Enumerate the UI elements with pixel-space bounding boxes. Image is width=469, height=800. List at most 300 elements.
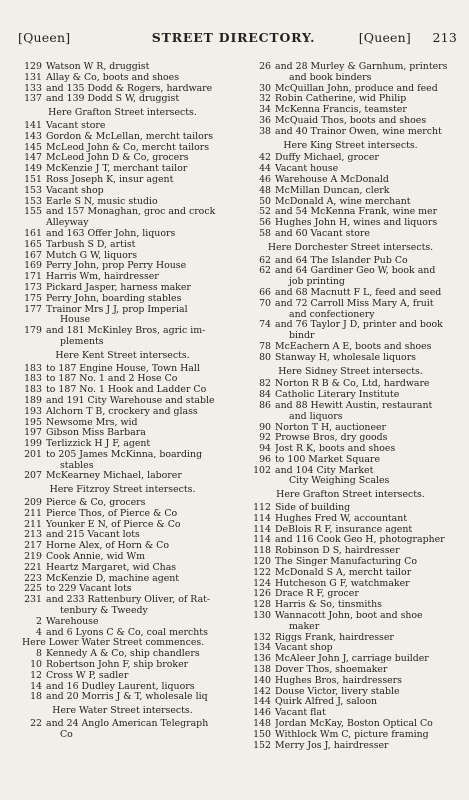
street-number: 207: [24, 470, 42, 482]
street-number: 183: [24, 373, 42, 385]
entry-text: and 116 Cook Geo H, photographer: [275, 535, 445, 546]
directory-entry: [241, 525, 460, 536]
street-number: 62: [259, 254, 271, 266]
street-number: 134: [253, 642, 271, 654]
entry-text: Withlock Wm C, picture framing: [275, 729, 429, 740]
directory-entry: [12, 418, 233, 429]
street-number: 94: [259, 443, 271, 455]
header-street-right: [Queen]: [358, 30, 411, 45]
street-number: 120: [253, 556, 271, 568]
entry-text: to 229 Vacant lots: [46, 584, 132, 595]
street-number: 211: [24, 507, 42, 519]
entry-continuation: and liquors: [289, 411, 343, 422]
directory-entry: [12, 439, 233, 450]
entry-text: McAleer John J, carriage builder: [275, 654, 429, 665]
entry-text: Hughes Fred W, accountant: [275, 513, 408, 524]
street-number: 114: [253, 534, 271, 546]
entry-text: Perry John, prop Perry House: [46, 261, 187, 272]
directory-entry: [12, 509, 233, 520]
entry-continuation: bindr: [289, 331, 315, 342]
entry-text: McDonald S A, mercht tailor: [275, 567, 412, 578]
entry-text: and 68 Macnutt F L, feed and seed: [275, 287, 442, 298]
directory-entry: [12, 364, 233, 375]
entry-text: and 72 Carroll Miss Mary A, fruit: [275, 298, 434, 309]
street-number: 183: [24, 362, 42, 374]
entry-text: and 6 Lyons C & Co, coal merchts: [46, 627, 208, 638]
directory-entry: [241, 433, 460, 444]
street-number: 143: [24, 130, 42, 142]
directory-entry: [12, 132, 233, 143]
street-note: Here Lower Water Street commences.: [22, 637, 205, 649]
directory-entry: [241, 153, 460, 164]
street-number: 189: [24, 394, 42, 406]
entry-text: to 187 No. 1 and 2 Hose Co: [46, 374, 178, 385]
directory-entry: [241, 687, 460, 698]
entry-text: Vacant house: [275, 164, 339, 175]
entry-text: Perry John, boarding stables: [46, 293, 182, 304]
entry-text: to 100 Market Square: [275, 454, 380, 465]
street-number: 128: [253, 599, 271, 611]
directory-entry: [241, 401, 460, 412]
entry-text: Duffy Michael, grocer: [275, 153, 379, 164]
street-number: 70: [259, 297, 271, 309]
directory-entry: [12, 175, 233, 186]
directory-entry: [12, 574, 233, 585]
street-number: 82: [259, 378, 271, 390]
directory-entry: [241, 719, 460, 730]
street-number: 169: [24, 260, 42, 272]
street-number: 151: [24, 173, 42, 185]
street-number: 165: [24, 238, 42, 250]
entry-text: Jordan McKay, Boston Optical Co: [275, 719, 433, 730]
street-number: 142: [253, 685, 271, 697]
entry-text: Terlizzick H J F, agent: [46, 439, 151, 450]
entry-text: Trainor Mrs J J, prop Imperial: [46, 304, 188, 315]
entry-continuation: Co: [60, 729, 73, 740]
street-number: 8: [36, 648, 42, 660]
entry-text: Vacant flat: [275, 708, 326, 719]
directory-entry: [12, 153, 233, 164]
street-number: 114: [253, 523, 271, 535]
street-number: 42: [259, 152, 271, 164]
directory-entry: [12, 272, 233, 283]
entry-text: McQuillan John, produce and feed: [275, 83, 438, 94]
entry-text: Harris Wm, hairdresser: [46, 272, 159, 283]
street-number: 52: [259, 206, 271, 218]
entry-text: and 60 Vacant store: [275, 228, 370, 239]
page-title: STREET DIRECTORY.: [151, 30, 316, 45]
directory-entry: [241, 741, 460, 752]
street-number: 58: [259, 227, 271, 239]
directory-entry: [12, 164, 233, 175]
entry-text: Allay & Co, boots and shoes: [46, 72, 180, 83]
street-number: 130: [253, 610, 271, 622]
street-number: 44: [259, 163, 271, 175]
directory-entry: [12, 520, 233, 531]
street-number: 92: [259, 432, 271, 444]
entry-text: The Singer Manufacturing Co: [275, 557, 417, 568]
street-number: 147: [24, 152, 42, 164]
directory-entry: [241, 557, 460, 568]
entry-text: and 104 City Market: [275, 465, 374, 476]
directory-entry: [241, 643, 460, 654]
directory-entry: [12, 261, 233, 272]
street-number: 133: [24, 82, 42, 94]
directory-entry: [12, 617, 233, 628]
directory-entry: [12, 143, 233, 154]
directory-entry: [241, 127, 460, 138]
directory-entry: [241, 708, 460, 719]
entry-text: Cross W P, sadler: [46, 670, 129, 681]
street-number: 118: [253, 545, 271, 557]
street-number: 199: [24, 438, 42, 450]
entry-text: Drace R F, grocer: [275, 589, 359, 600]
entry-text: Hughes Bros, hairdressers: [275, 675, 402, 686]
directory-entry: [12, 84, 233, 95]
street-number: 32: [259, 93, 271, 105]
street-number: 217: [24, 540, 42, 552]
street-number: 137: [24, 93, 42, 105]
directory-entry: [12, 682, 233, 693]
entry-text: Alleyway: [46, 218, 89, 229]
street-number: 146: [253, 707, 271, 719]
directory-entry: [241, 466, 460, 477]
entry-text: Jost R K, boots and shoes: [275, 444, 396, 455]
directory-entry: [241, 353, 460, 364]
directory-entry: [241, 600, 460, 611]
street-number: 86: [259, 399, 271, 411]
directory-entry: [12, 326, 233, 337]
street-number: 126: [253, 588, 271, 600]
entry-text: Kennedy A & Co, ship chandlers: [46, 649, 200, 660]
entry-text: and 76 Taylor J D, printer and book: [275, 320, 443, 331]
entry-continuation: City Weighing Scales: [289, 476, 390, 487]
directory-entry: [241, 164, 460, 175]
street-number: 36: [259, 114, 271, 126]
entry-text: and 24 Anglo American Telegraph: [46, 719, 209, 730]
street-number: 50: [259, 195, 271, 207]
entry-text: Heartz Margaret, wid Chas: [46, 562, 177, 573]
entry-text: Ross Joseph K, insur agent: [46, 174, 174, 185]
directory-entry: [12, 62, 233, 73]
page-header: [10, 30, 457, 48]
entry-text: and 20 Morris J & T, wholesale liq: [46, 692, 208, 703]
entry-continuation: maker: [289, 621, 320, 632]
directory-entry: [12, 396, 233, 407]
entry-text: Norton T H, auctioneer: [275, 422, 387, 433]
street-number: 46: [259, 173, 271, 185]
entry-continuation: job printing: [289, 277, 345, 288]
directory-entry: [12, 218, 233, 229]
entry-text: McKenzie D, machine agent: [46, 573, 180, 584]
directory-entry: [241, 379, 460, 390]
directory-entry: [241, 256, 460, 267]
directory-entry: [241, 229, 460, 240]
entry-text: Younker E N, of Pierce & Co: [46, 519, 181, 530]
entry-continuation: stables: [60, 460, 94, 471]
directory-entry: [241, 589, 460, 600]
header-street-left: [Queen]: [18, 30, 71, 45]
entry-text: and 215 Vacant lots: [46, 530, 140, 541]
directory-entry: [12, 294, 233, 305]
intersection-heading: Here Grafton Street intersects.: [276, 489, 425, 501]
page-number: 213: [432, 30, 457, 45]
street-number: 112: [253, 502, 271, 514]
directory-entry: [241, 546, 460, 557]
directory-entry: [241, 579, 460, 590]
entry-text: Warehouse A McDonald: [275, 174, 389, 185]
street-number: 153: [24, 184, 42, 196]
street-number: 131: [24, 71, 42, 83]
directory-entry: [12, 305, 233, 316]
entry-text: McDonald A, wine merchant: [275, 196, 411, 207]
entry-text: to 187 Engine House, Town Hall: [46, 363, 200, 374]
street-number: 141: [24, 119, 42, 131]
entry-continuation: House: [60, 315, 91, 326]
street-number: 201: [24, 448, 42, 460]
street-number: 4: [36, 626, 42, 638]
entry-text: Vacant shop: [275, 643, 333, 654]
entry-text: and 181 McKinley Bros, agric im-: [46, 326, 206, 337]
directory-entry: [12, 719, 233, 730]
entry-text: and 28 Murley & Garnhum, printers: [275, 62, 448, 72]
street-number: 183: [24, 384, 42, 396]
entry-text: Robertson John F, ship broker: [46, 660, 189, 671]
street-number: 102: [253, 464, 271, 476]
street-number: 145: [24, 141, 42, 153]
intersection-heading: Here Sidney Street intersects.: [278, 365, 423, 377]
entry-continuation: plements: [60, 336, 104, 347]
entry-text: Douse Victor, livery stable: [275, 686, 400, 697]
directory-entry: [12, 541, 233, 552]
street-number: 90: [259, 421, 271, 433]
street-number: 114: [253, 512, 271, 524]
street-number: 140: [253, 674, 271, 686]
entry-text: DeBlois R F, insurance agent: [275, 524, 413, 535]
directory-entry: [241, 84, 460, 95]
intersection-heading: Here Dorchester Street intersects.: [267, 241, 434, 253]
entry-text: McKearney Michael, laborer: [46, 471, 182, 482]
intersection-heading: Here Kent Street intersects.: [55, 349, 190, 361]
entry-text: and 88 Hewitt Austin, restaurant: [275, 400, 433, 411]
street-number: 80: [259, 351, 271, 363]
entry-text: Watson W R, druggist: [46, 62, 150, 72]
entry-text: and 139 Dodd S W, druggist: [46, 94, 180, 105]
street-number: 84: [259, 389, 271, 401]
entry-text: McKenzie J T, merchant tailor: [46, 164, 188, 175]
street-number: 152: [253, 739, 271, 751]
directory-entry: [12, 450, 233, 461]
entry-text: and 191 City Warehouse and stable: [46, 395, 215, 406]
intersection-heading: Here Water Street intersects.: [52, 705, 193, 717]
street-number: 177: [24, 303, 42, 315]
street-number: 136: [253, 653, 271, 665]
street-number: 138: [253, 664, 271, 676]
street-number: 211: [24, 518, 42, 530]
directory-entry: [12, 121, 233, 132]
directory-entry: [241, 654, 460, 665]
directory-entry: [12, 385, 233, 396]
directory-entry: [241, 514, 460, 525]
street-number: 74: [259, 319, 271, 331]
directory-entry: [12, 671, 233, 682]
directory-entry: [12, 692, 233, 703]
directory-entry: [241, 186, 460, 197]
entry-text: Gordon & McLellan, mercht tailors: [46, 131, 214, 142]
directory-entry: [12, 498, 233, 509]
entry-text: Robinson D S, hairdresser: [275, 546, 400, 557]
directory-entry: [12, 563, 233, 574]
entry-text: McEachern A E, boots and shoes: [275, 341, 432, 352]
entry-text: Merry Jos J, hairdresser: [275, 740, 389, 751]
street-number: 167: [24, 249, 42, 261]
entry-text: Gibson Miss Barbara: [46, 428, 146, 439]
directory-entry: [12, 471, 233, 482]
intersection-heading: Here Grafton Street intersects.: [48, 107, 197, 119]
directory-entry: [12, 428, 233, 439]
directory-entry: [12, 649, 233, 660]
street-number: 12: [30, 669, 42, 681]
directory-entry: [241, 342, 460, 353]
directory-entry: [241, 320, 460, 331]
directory-entry: [12, 660, 233, 671]
entry-text: Side of building: [275, 503, 351, 514]
directory-entry: [241, 535, 460, 546]
street-number: 78: [259, 340, 271, 352]
street-number: 66: [259, 286, 271, 298]
directory-entry: [241, 116, 460, 127]
street-number: 122: [253, 566, 271, 578]
street-number: 155: [24, 206, 42, 218]
directory-entry: [12, 595, 233, 606]
directory-entry: [12, 73, 233, 84]
directory-entry: [241, 299, 460, 310]
entry-text: Wannacott John, boot and shoe: [275, 611, 423, 622]
street-number: 62: [259, 265, 271, 277]
street-number: 18: [30, 691, 42, 703]
street-number: 179: [24, 325, 42, 337]
directory-entry: [241, 503, 460, 514]
street-number: 34: [259, 104, 271, 116]
street-number: 38: [259, 125, 271, 137]
entry-text: Stanway H, wholesale liquors: [275, 352, 416, 363]
entry-text: and 157 Monaghan, groc and crock: [46, 207, 216, 218]
entry-text: Robin Catherine, wid Philip: [275, 94, 407, 105]
directory-entry: [241, 288, 460, 299]
entry-text: Pierce & Co, grocers: [46, 498, 146, 509]
entry-text: Pierce Thos, of Pierce & Co: [46, 508, 178, 519]
directory-entry: [12, 207, 233, 218]
directory-entry: [12, 552, 233, 563]
directory-entry: [12, 94, 233, 105]
intersection-heading: Here Fitzroy Street intersects.: [49, 484, 196, 496]
directory-entry: [241, 730, 460, 741]
street-number: 132: [253, 631, 271, 643]
directory-entry: [241, 423, 460, 434]
entry-continuation: and book binders: [289, 72, 372, 83]
directory-entry: [12, 407, 233, 418]
entry-text: and 233 Rattenbury Oliver, of Rat-: [46, 595, 211, 606]
entry-text: and 64 The Islander Pub Co: [275, 255, 408, 266]
entry-text: Quirk Alfred J, saloon: [275, 697, 378, 708]
entry-text: Hutcheson G F, watchmaker: [275, 578, 410, 589]
intersection-heading: Here King Street intersects.: [283, 139, 418, 151]
directory-entry: [241, 390, 460, 401]
street-number: 26: [259, 61, 271, 72]
directory-entry: [12, 229, 233, 240]
directory-entry: [241, 444, 460, 455]
street-number: 150: [253, 728, 271, 740]
directory-entry: [12, 240, 233, 251]
street-number: 96: [259, 453, 271, 465]
entry-text: McKenna Francis, teamster: [275, 105, 407, 116]
directory-entry: [241, 207, 460, 218]
street-number: 225: [24, 583, 42, 595]
street-number: 195: [24, 416, 42, 428]
entry-text: McLeod John D & Co, grocers: [46, 153, 189, 164]
directory-entry: [241, 266, 460, 277]
entry-text: and 40 Trainor Owen, wine mercht: [275, 126, 442, 137]
entry-text: and 54 McKenna Frank, wine mer: [275, 207, 438, 218]
directory-entry: [12, 197, 233, 208]
entry-text: Tarbush S D, artist: [46, 239, 136, 250]
street-number: 2: [36, 615, 42, 627]
directory-entry: [12, 530, 233, 541]
entry-text: to 205 James McKinna, boarding: [46, 449, 203, 460]
street-number: 193: [24, 405, 42, 417]
entry-text: and 64 Gardiner Geo W, book and: [275, 266, 436, 277]
entry-text: Horne Alex, of Horn & Co: [46, 541, 169, 552]
entry-text: Alchorn T B, crockery and glass: [46, 406, 198, 417]
entry-text: Warehouse: [46, 616, 99, 627]
entry-text: McQuaid Thos, boots and shoes: [275, 115, 427, 126]
directory-entry: [12, 283, 233, 294]
street-number: 161: [24, 227, 42, 239]
entry-text: Cook Annie, wid Wm: [46, 552, 146, 563]
entry-text: Harris & So, tinsmiths: [275, 600, 382, 611]
directory-entry: [12, 584, 233, 595]
street-number: 213: [24, 529, 42, 541]
right-column: [241, 62, 460, 751]
directory-entry: [241, 94, 460, 105]
directory-entry: [241, 197, 460, 208]
street-number: 223: [24, 572, 42, 584]
street-number: 209: [24, 497, 42, 509]
left-column: [12, 62, 233, 741]
street-number: 124: [253, 577, 271, 589]
directory-entry: [241, 633, 460, 644]
street-number: 30: [259, 82, 271, 94]
entry-text: to 187 No. 1 Hook and Ladder Co: [46, 385, 207, 396]
entry-text: McMillan Duncan, clerk: [275, 185, 390, 196]
street-number: 197: [24, 427, 42, 439]
directory-entry: [12, 251, 233, 262]
street-number: 231: [24, 594, 42, 606]
entry-text: Newsome Mrs, wid: [46, 417, 138, 428]
entry-text: Earle S N, music studio: [46, 196, 158, 207]
entry-continuation: tenbury & Tweedy: [60, 606, 148, 617]
entry-text: Hughes John H, wines and liquors: [275, 218, 438, 229]
street-number: 149: [24, 163, 42, 175]
entry-text: and 16 Dudley Laurent, liquors: [46, 681, 195, 692]
street-number: 10: [30, 659, 42, 671]
directory-entry: [12, 374, 233, 385]
entry-text: Catholic Literary Institute: [275, 390, 400, 401]
street-number: 148: [253, 718, 271, 730]
entry-text: Norton R B & Co, Ltd, hardware: [275, 379, 430, 390]
street-number: 221: [24, 561, 42, 573]
street-number: 129: [24, 61, 42, 72]
